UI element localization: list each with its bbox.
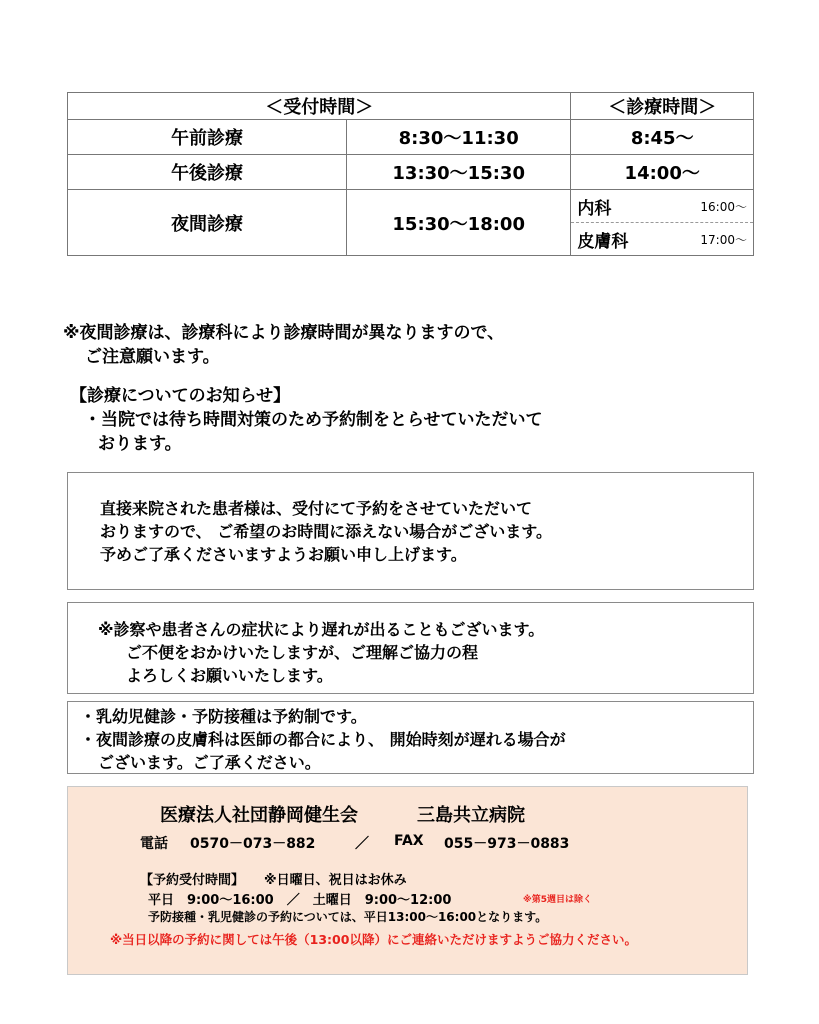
consult-time: 14:00〜 [571, 155, 754, 190]
reservation-info-box [67, 472, 754, 590]
contact-separator: ／ [355, 836, 369, 852]
box2-line1: ※診察や患者さんの症状により遅れが出ることもございます。 [98, 620, 545, 639]
hospital-name: 三島共立病院 [417, 805, 525, 826]
header-reception-time: ＜受付時間＞ [68, 93, 571, 120]
box1-line2: おりますので、 ご希望のお時間に添えない場合がございます。 [100, 522, 552, 541]
fax-number: 055－973－0883 [444, 836, 570, 852]
derm-time: 17:00〜 [700, 232, 747, 247]
row-label: 午後診療 [68, 155, 347, 190]
night-note [63, 321, 504, 369]
closed-days: ※日曜日、祝日はお休み [264, 873, 407, 888]
dept-derm: 皮膚科 [577, 231, 629, 252]
booking-label: 【予約受付時間】 [140, 873, 245, 888]
box3-line2: ・夜間診療の皮膚科は医師の都合により、 開始時刻が遅れる場合が [80, 730, 566, 749]
delay-notice-box [67, 602, 754, 694]
night-note-line1: ※夜間診療は、診療科により診療時間が異なりますので、 [63, 323, 505, 343]
notice-section [70, 384, 543, 456]
notice-title: 【診療についてのお知らせ】 [70, 386, 291, 406]
box3-line1: ・乳幼児健診・予防接種は予約制です。 [80, 707, 367, 726]
box3-line3: ございます。ご了承ください。 [98, 753, 321, 772]
vaccine-derm-box [67, 701, 754, 774]
phone-number[interactable]: 0570－073－882 [190, 836, 316, 852]
fifth-week-note: ※第5週目は除く [523, 895, 593, 905]
reception-time: 8:30〜11:30 [346, 120, 570, 155]
night-note-line2: ご注意願います。 [85, 347, 220, 367]
notice-line2: おります。 [98, 434, 182, 454]
header-consult-time: ＜診療時間＞ [571, 93, 754, 120]
internal-time: 16:00〜 [700, 199, 747, 214]
reception-time: 13:30〜15:30 [346, 155, 570, 190]
row-label: 夜間診療 [68, 190, 347, 256]
row-label: 午前診療 [68, 120, 347, 155]
box2-line2: ご不便をおかけいたしますが、ご理解ご協力の程 [126, 643, 479, 662]
table-row [68, 155, 754, 190]
dermatology-row [571, 222, 753, 255]
hospital-footer [67, 786, 748, 975]
internal-medicine-row [571, 190, 753, 222]
org-name: 医療法人社団静岡健生会 [160, 805, 358, 826]
table-row [68, 190, 754, 256]
box1-line1: 直接来院された患者様は、受付にて予約をさせていただいて [100, 499, 533, 518]
night-consult-cell [571, 190, 754, 256]
fax-label: FAX [394, 833, 424, 849]
notice-line1: ・当院では待ち時間対策のため予約制をとらせていただいて [84, 410, 543, 430]
red-booking-note: ※当日以降の予約に関しては午後（13:00以降）にご連絡いただけますようご協力ください。 [110, 932, 637, 947]
vaccine-booking-hours: 予防接種・乳児健診の予約については、平日13:00〜16:00となります。 [148, 910, 548, 924]
consult-time: 8:45〜 [571, 120, 754, 155]
schedule-table [67, 92, 754, 256]
dept-internal: 内科 [577, 198, 612, 219]
table-row [68, 120, 754, 155]
weekday-hours: 平日 9:00〜16:00 ／ 土曜日 9:00〜12:00 [148, 893, 452, 908]
box2-line3: よろしくお願いいたします。 [126, 666, 333, 685]
reception-time: 15:30〜18:00 [346, 190, 570, 256]
phone-label: 電話 [140, 836, 168, 852]
box1-line3: 予めご了承くださいますようお願い申し上げます。 [100, 545, 467, 564]
